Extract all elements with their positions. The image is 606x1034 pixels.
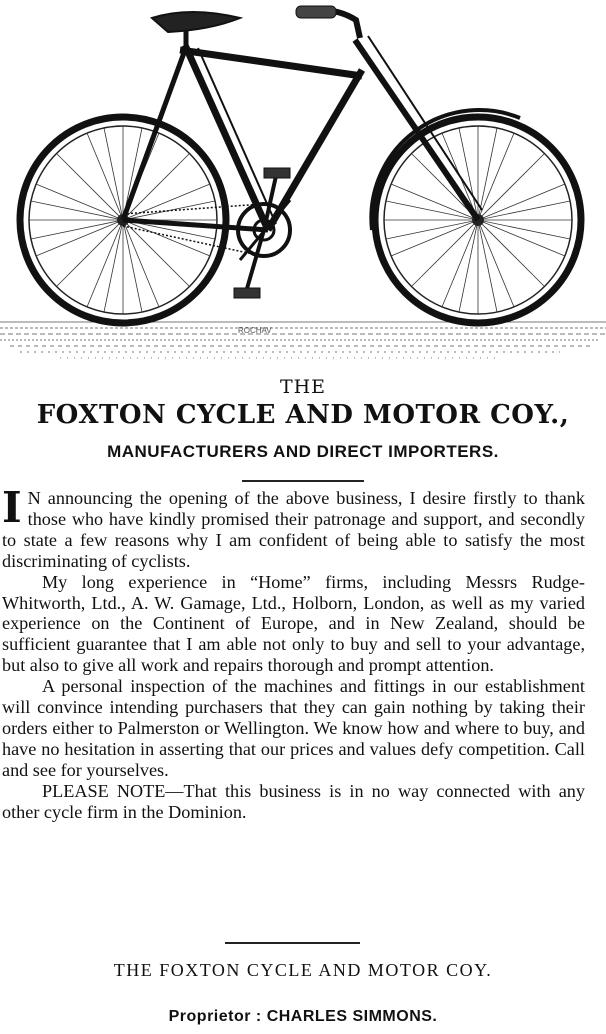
divider xyxy=(242,480,364,482)
footer-divider xyxy=(225,942,360,944)
paragraph-4: PLEASE NOTE—That this business is in no way connected with any other cycle firm in the Dominion. xyxy=(2,780,585,822)
ground-label: ROCHAV xyxy=(238,326,272,335)
footer-company-name: THE FOXTON CYCLE AND MOTOR COY. xyxy=(113,960,493,980)
heading-the: THE xyxy=(279,376,327,398)
drop-cap: I xyxy=(2,483,22,532)
bicycle-illustration xyxy=(0,0,606,370)
proprietor-line: Proprietor : CHARLES SIMMONS. xyxy=(168,1008,438,1025)
paragraph-2: My long experience in “Home” firms, including Messrs Rudge-Whitworth, Ltd., A. W. Gamage, Ltd., Holborn, London, as well as my varied experience on the Continent of Europe, and in New Zealand, should be sufficient guarantee that I am able not only to buy and sell to your advantage, but also to give all work and repairs thorough and prompt attention. xyxy=(2,571,585,676)
company-subtitle: MANUFACTURERS AND DIRECT IMPORTERS. xyxy=(107,442,499,461)
bicycle-frame xyxy=(123,6,482,298)
company-title: FOXTON CYCLE AND MOTOR COY., xyxy=(36,400,570,430)
paragraph-1-text: N announcing the opening of the above business, I desire firstly to thank those who have kindly promised their patronage and support, and secondly to state a few reasons why I am confident of being able to satisfy the most discriminating of cyclists. xyxy=(2,488,585,571)
advertisement-body xyxy=(2,483,585,823)
ground-hatching xyxy=(0,322,606,358)
paragraph-1 xyxy=(2,483,585,572)
paragraph-3: A personal inspection of the machines and fittings in our establishment will convince intending purchasers that they can gain nothing by taking their orders either to Palmerston or Wellington. We know how and where to buy, and have no hesitation in asserting that our prices and values defy competition. Call and see for yourselves. xyxy=(2,676,585,780)
